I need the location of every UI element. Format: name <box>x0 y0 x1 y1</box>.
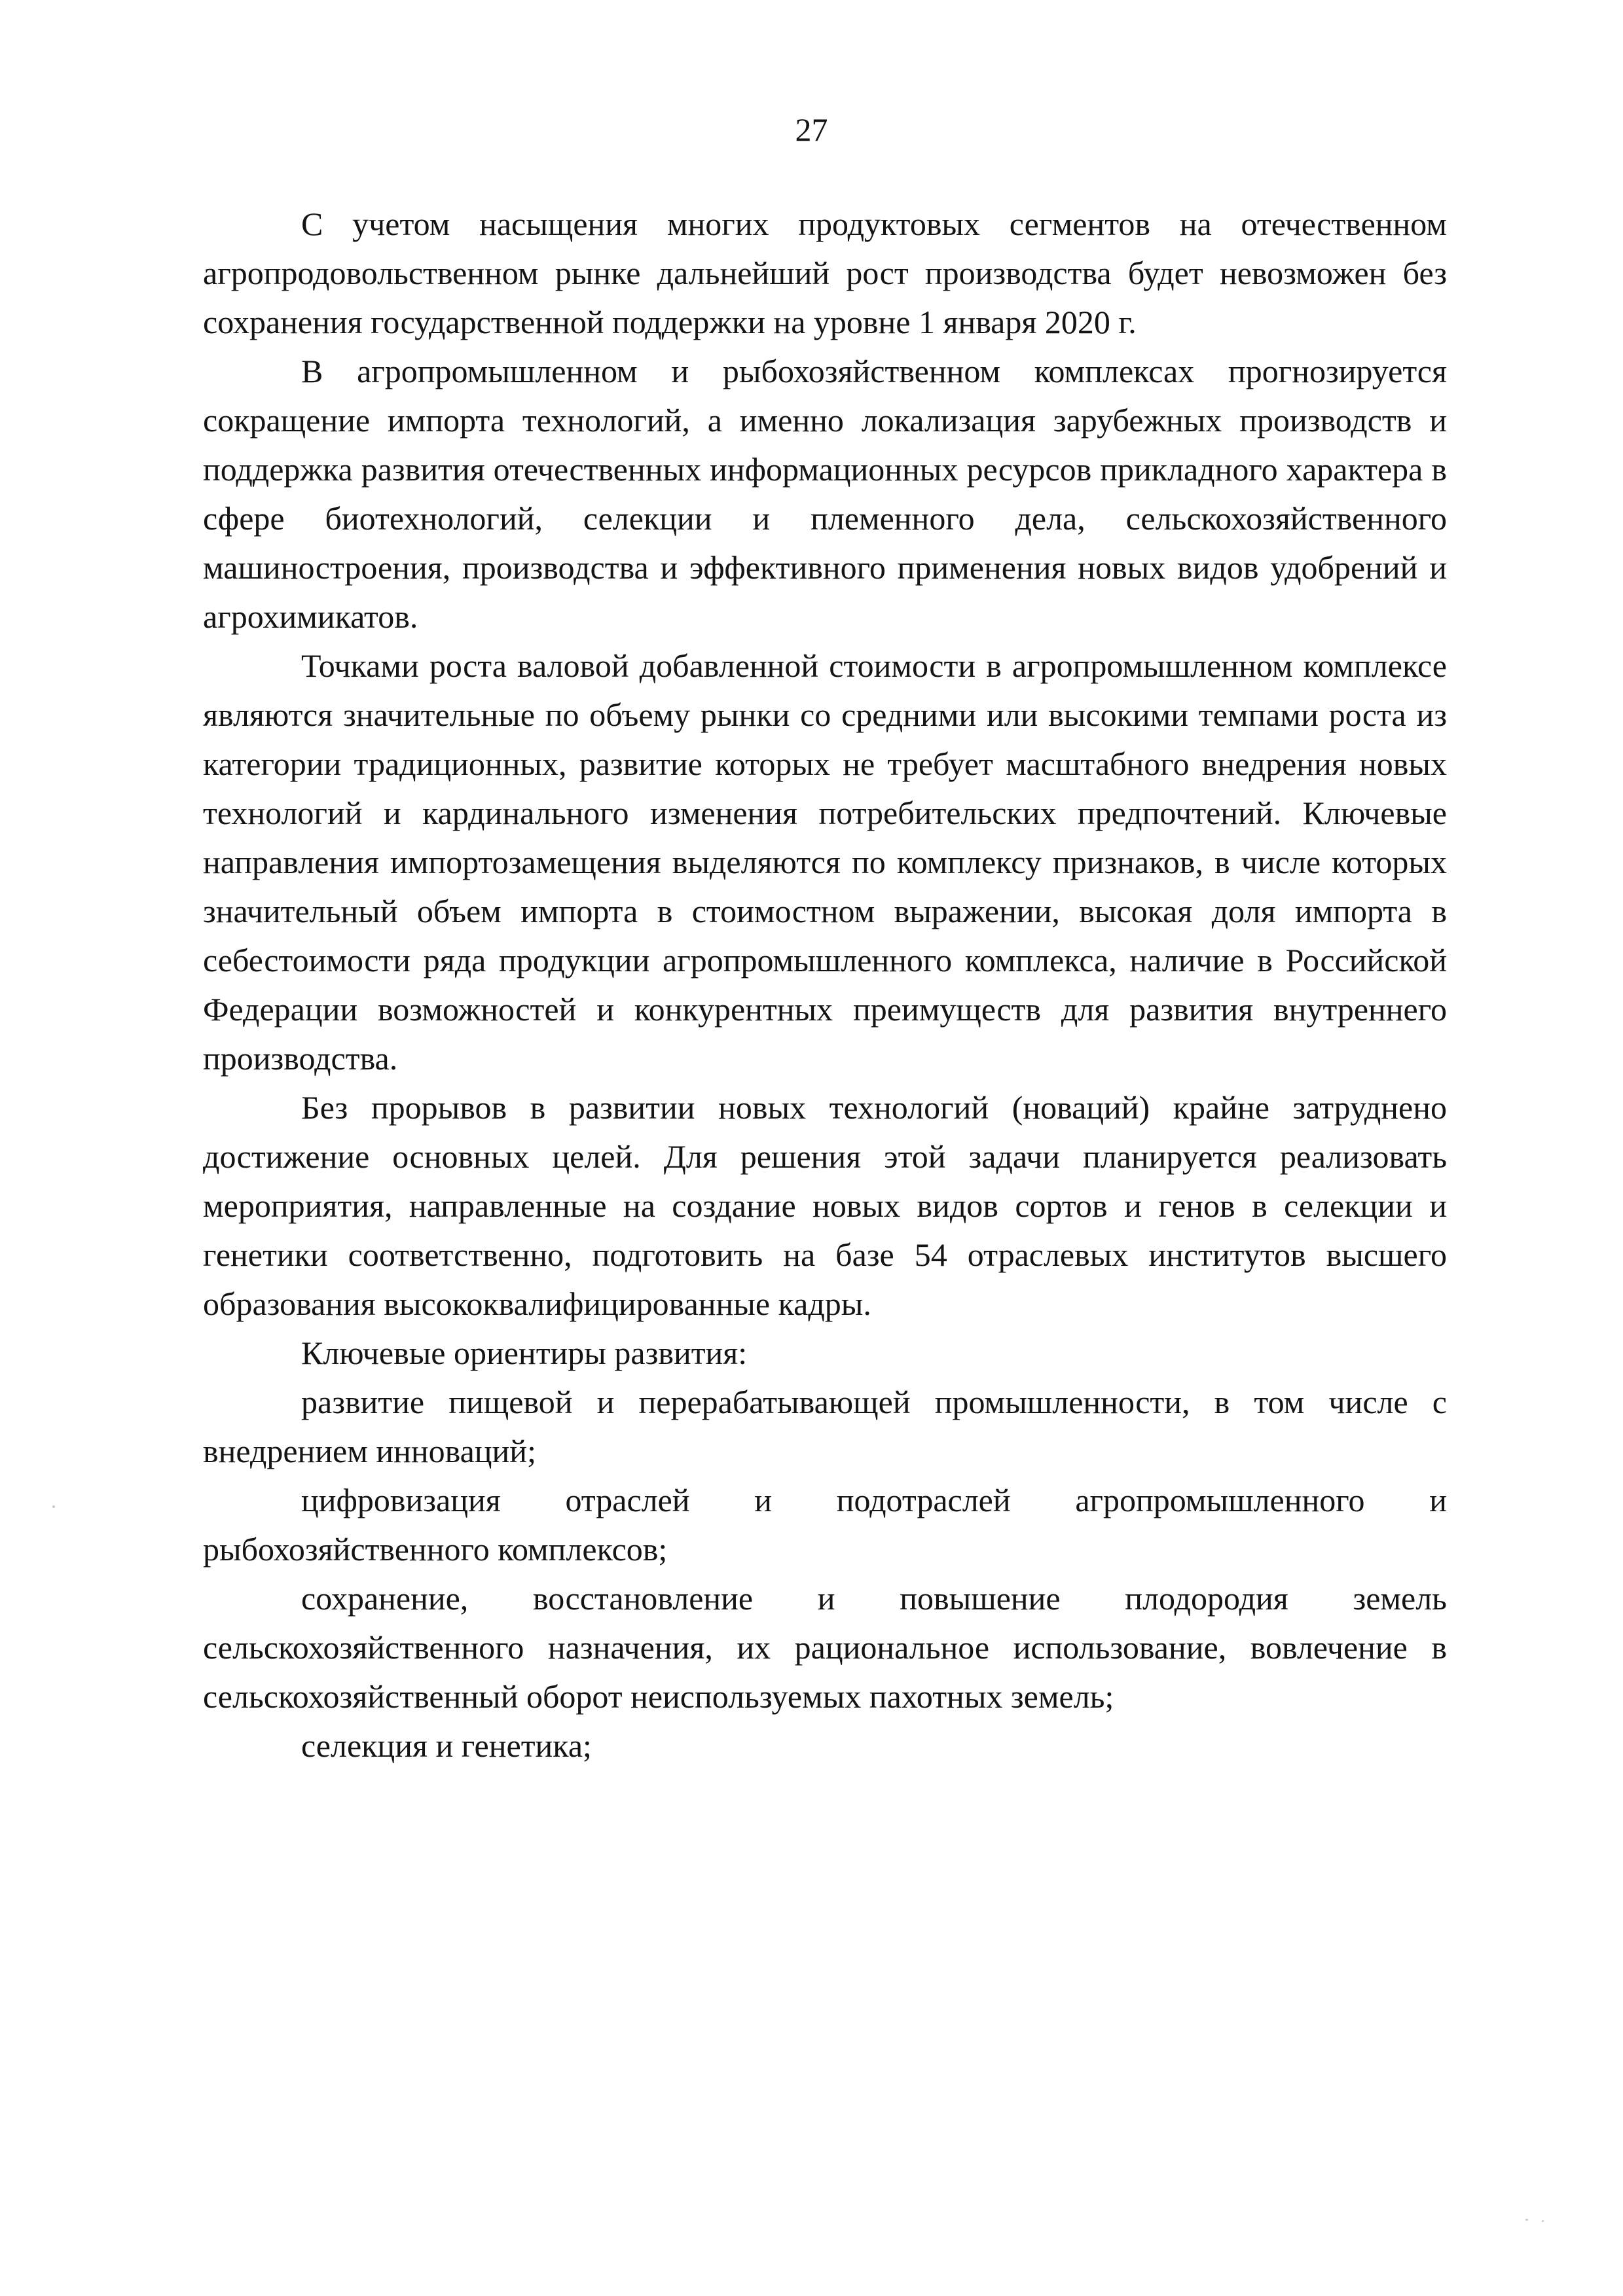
paragraph-import-technologies: В агропромышленном и рыбохозяйственном комплексах прогнозируется сокращение импорта технологий, а именно локализация зарубежных производств и поддержка развития отечественных информационных ресурсов прикладного характера в сфере биотехнологий, селекции и племенного дела, сельскохозяйственного машиностроения, производства и эффективного применения новых видов удобрений и агрохимикатов. <box>203 353 1447 635</box>
scan-artifact-dot <box>1542 2220 1544 2222</box>
list-item-food-industry: развитие пищевой и перерабатывающей промышленности, в том числе с внедрением инноваций; <box>203 1384 1447 1469</box>
page-number: 27 <box>795 111 828 148</box>
list-item-soil-fertility: сохранение, восстановление и повышение плодородия земель сельскохозяйственного назначения, их рациональное использование, вовлечение в сельскохозяйственный оборот неиспользуемых пахотных земель; <box>203 1580 1447 1715</box>
paragraph-new-technologies: Без прорывов в развитии новых технологий (новаций) крайне затруднено достижение основных целей. Для решения этой задачи планируется реализовать мероприятия, направленные на создание новых видов сортов и генов в селекции и генетики соответственно, подготовить на базе 54 отраслевых институтов высшего образования высококвалифицированные кадры. <box>203 1089 1447 1322</box>
list-item-selection-genetics: селекция и генетика; <box>301 1727 592 1764</box>
list-item-digitalization: цифровизация отраслей и подотраслей агропромышленного и рыбохозяйственного комплексов; <box>203 1482 1447 1568</box>
document-body <box>203 200 1447 1770</box>
paragraph-growth-points: Точками роста валовой добавленной стоимости в агропромышленном комплексе являются значительные по объему рынки со средними или высокими темпами роста из категории традиционных, развитие которых не требует масштабного внедрения новых технологий и кардинального изменения потребительских предпочтений. Ключевые направления импортозамещения выделяются по комплексу признаков, в числе которых значительный объем импорта в стоимостном выражении, высокая доля импорта в себестоимости ряда продукции агропромышленного комплекса, наличие в Российской Федерации возможностей и конкурентных преимуществ для развития внутреннего производства. <box>203 647 1447 1077</box>
scan-artifact-dot <box>1525 2219 1528 2221</box>
scan-artifact-dot <box>52 1505 55 1508</box>
paragraph-key-guidelines-heading: Ключевые ориентиры развития: <box>301 1335 748 1371</box>
paragraph-state-support: С учетом насыщения многих продуктовых сегментов на отечественном агропродовольственном рынке дальнейший рост производства будет невозможен без сохранения государственной поддержки на уровне 1 января 2020 г. <box>203 206 1447 340</box>
